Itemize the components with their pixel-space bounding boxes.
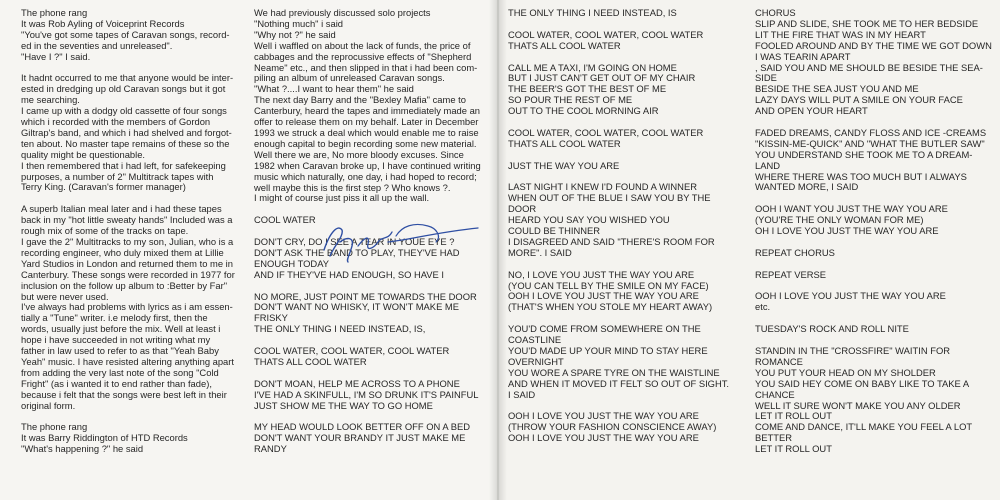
text-line: "KISSIN-ME-QUICK" AND "WHAT THE BUTLER SAW" (755, 137, 985, 149)
text-line: STANDIN IN THE "CROSSFIRE" WAITIN FOR (755, 344, 951, 356)
text-line: but were never used. (21, 290, 109, 302)
text-line: OOH I LOVE YOU JUST THE WAY YOU ARE (508, 410, 699, 422)
text-line: cabbages and the reprocussive effects of "Shepherd (254, 50, 472, 62)
text-line: hope i have succeeded in not writing what my (21, 334, 211, 346)
text-line: MORE". I SAID (508, 246, 572, 258)
text-line: DON'T CRY, DO I SEE A TEAR IN YOUE EYE ? (254, 236, 455, 247)
text-line: (YOU'RE THE ONLY WOMAN FOR ME) (755, 214, 924, 226)
text-paragraph (254, 379, 490, 412)
text-line: Yeah" music. I have resisted altering anything apart (21, 355, 235, 367)
text-line: COOL WATER, COOL WATER, COOL WATER (508, 126, 704, 138)
text-line: (THROW YOUR FASHION CONSCIENCE AWAY) (508, 421, 717, 433)
text-paragraph (755, 204, 995, 237)
signature-stroke (324, 228, 352, 262)
text-line: (THAT'S WHEN YOU STOLE MY HEART AWAY) (508, 301, 713, 313)
text-line: I gave the 2" Multitracks to my son, Julian, who is a (21, 236, 234, 247)
text-line: I DISAGREED AND SAID "THERE'S ROOM FOR (508, 235, 715, 247)
text-line: which i recorded with the members of Gordon (21, 116, 211, 128)
text-line: father in law used to refer to as that "Yeah Baby (21, 345, 219, 357)
text-line: COOL WATER (254, 214, 316, 226)
text-line: offer to release them on my behalf. Later in December (254, 116, 479, 128)
text-paragraph (508, 128, 746, 150)
text-paragraph (508, 411, 746, 444)
text-line: HEARD YOU SAY YOU WISHED YOU (508, 214, 670, 226)
text-line: THATS ALL COOL WATER (508, 137, 621, 149)
text-line: OH I LOVE YOU JUST THE WAY YOU ARE (755, 225, 939, 237)
text-line: ed in the seventies and unreleased". (21, 39, 173, 51)
text-line: COME AND DANCE, IT'LL MAKE YOU FEEL A LOT (755, 421, 973, 433)
text-paragraph (755, 291, 995, 313)
text-line: THATS ALL COOL WATER (508, 39, 621, 51)
text-line: WHEN OUT OF THE BLUE I SAW YOU BY THE (508, 192, 711, 204)
text-line: OOH I LOVE YOU JUST THE WAY YOU ARE (508, 290, 699, 302)
text-line: YOU UNDERSTAND SHE TOOK ME TO A DREAM- (755, 148, 973, 160)
text-line: WHERE THERE WAS TOO MUCH BUT I ALWAYS (755, 170, 967, 182)
text-paragraph (755, 270, 995, 281)
text-line: OUT TO THE COOL MORNING AIR (508, 105, 659, 117)
text-line: It was Rob Ayling of Voiceprint Records (21, 17, 185, 29)
text-paragraph (254, 8, 490, 204)
text-line: rough mix of some of the tracks on tape. (21, 225, 189, 237)
text-line: Canterbury, heard the tapes and immediately made an (254, 105, 480, 117)
text-line: ROMANCE (755, 355, 803, 367)
text-line: DON'T MOAN, HELP ME ACROSS TO A PHONE (254, 377, 460, 389)
text-line: LIT THE FIRE THAT WAS IN MY HEART (755, 28, 926, 40)
text-line: LAND (755, 159, 781, 171)
text-line: MY HEAD WOULD LOOK BETTER OFF ON A BED (254, 421, 471, 433)
text-paragraph (254, 292, 490, 336)
text-line: from adding the very last note of the song "Cold (21, 366, 219, 378)
text-line: OOH I LOVE YOU JUST THE WAY YOU ARE (508, 432, 699, 444)
text-line: music which naturally, one day, i had hoped to record; (254, 170, 477, 182)
text-line: well maybe this is the first step ? Who knows ?. (254, 181, 451, 193)
book-spine-fold (489, 0, 507, 500)
text-line: LET IT ROLL OUT (755, 410, 832, 422)
text-paragraph (21, 204, 259, 411)
text-line: ested in dredging up old Caravan songs but it got (21, 83, 226, 95)
text-line: "Nothing much" i said (254, 17, 343, 29)
text-line: WELL IT SURE WON'T MAKE YOU ANY OLDER (755, 399, 961, 411)
text-line: quality might be questionable. (21, 148, 146, 160)
text-line: back in my "hot little sweaty hands" Included was a (21, 214, 233, 226)
text-line: THE BEER'S GOT THE BEST OF ME (508, 83, 667, 95)
text-paragraph (755, 324, 995, 335)
text-line: "What ?....I want to hear them" he said (254, 83, 414, 95)
text-line: TUESDAY'S ROCK AND ROLL NITE (755, 323, 909, 335)
text-line: I came up with a dodgy old cassette of four songs (21, 105, 227, 117)
text-line: I WAS TEARIN APART (755, 50, 851, 62)
text-line: "You've got some tapes of Caravan songs, record- (21, 28, 230, 40)
text-line: YOU SAID HEY COME ON BABY LIKE TO TAKE A (755, 377, 970, 389)
text-paragraph (508, 30, 746, 52)
text-line: BETTER (755, 432, 792, 444)
text-line: "Have I ?" I said. (21, 50, 91, 62)
text-line: DON'T WANT NO WHISKY, IT WON'T MAKE ME (254, 301, 459, 313)
text-line: It hadnt occurred to me that anyone would be inter- (21, 72, 234, 84)
text-line: THATS ALL COOL WATER (254, 355, 367, 367)
column-4 (755, 8, 995, 466)
text-line: Terry King. (Caravan's former manager) (21, 181, 186, 193)
text-line: NO, I LOVE YOU JUST THE WAY YOU ARE (508, 268, 695, 280)
text-line: WANTED MORE, I SAID (755, 181, 859, 193)
text-line: Well i waffled on about the lack of funds, the price of (254, 39, 471, 51)
text-paragraph (254, 422, 490, 455)
text-line: COULD BE THINNER (508, 225, 601, 237)
text-line: I then remembered that i had left, for safekeeping (21, 159, 226, 171)
text-line: RANDY (254, 443, 287, 455)
text-line: OOH I WANT YOU JUST THE WAY YOU ARE (755, 203, 948, 215)
text-line: DON'T WANT YOUR BRANDY IT JUST MAKE ME (254, 432, 466, 444)
text-line: piling an album of unreleased Caravan songs. (254, 72, 445, 84)
text-line: Fright" (as i wanted it to end rather than fade), (21, 377, 212, 389)
text-paragraph (755, 346, 995, 455)
text-line: DOOR (508, 203, 537, 215)
text-line: CHANCE (755, 388, 795, 400)
text-line: YOU'D COME FROM SOMEWHERE ON THE (508, 323, 701, 335)
text-line: AND WHEN IT MOVED IT FELT SO OUT OF SIGHT. (508, 377, 730, 389)
text-paragraph (21, 8, 259, 63)
text-line: I might of course just piss it all up the wall. (254, 192, 430, 204)
text-paragraph (755, 128, 995, 193)
text-line: LAZY DAYS WILL PUT A SMILE ON YOUR FACE (755, 94, 963, 106)
text-line: recording engineer, who duly mixed them at Lillie (21, 246, 224, 258)
text-paragraph (254, 346, 490, 368)
text-line: THE ONLY THING I NEED INSTEAD, IS (508, 7, 677, 18)
text-line: I SAID (508, 388, 536, 400)
text-line: I'VE HAD A SKINFULL, I'M SO DRUNK IT'S PAINFUL (254, 388, 479, 400)
text-line: COOL WATER, COOL WATER, COOL WATER (508, 28, 704, 40)
text-line: LET IT ROLL OUT (755, 443, 832, 455)
text-paragraph (755, 248, 995, 259)
text-line: "Why not ?" he said (254, 28, 336, 40)
text-line: enough capital to begin recording some new material. (254, 137, 477, 149)
text-paragraph (508, 161, 746, 172)
text-line: Yard Studios in London and returned them to me in (21, 257, 233, 269)
text-line: FRISKY (254, 312, 288, 324)
text-line: OOH I LOVE YOU JUST THE WAY YOU ARE (755, 290, 946, 302)
signature-stroke (358, 228, 478, 248)
text-line: YOU WORE A SPARE TYRE ON THE WAISTLINE (508, 366, 720, 378)
text-line: BUT I JUST CAN'T GET OUT OF MY CHAIR (508, 72, 696, 84)
text-line: tially a "Tune" writer. i.e melody first, then the (21, 312, 208, 324)
text-line: Canterbury. These songs were recorded in 1977 for (21, 268, 235, 280)
text-line: AND IF THEY'VE HAD ENOUGH, SO HAVE I (254, 268, 445, 280)
text-line: Neame" etc., and then slipped in that i had been com- (254, 61, 478, 73)
text-line: "What's happening ?" he said (21, 443, 144, 455)
text-line: The phone rang (21, 7, 88, 18)
text-line: words, usually just before the mix. Well at least i (21, 323, 221, 335)
text-line: (YOU CAN TELL BY THE SMILE ON MY FACE) (508, 279, 709, 291)
text-line: 1993 we struck a deal which would enable me to raise (254, 126, 479, 138)
text-line: CHORUS (755, 7, 796, 18)
text-line: Well there we are, No more bloody excuses. Since (254, 148, 464, 160)
text-line: because i felt that the songs were best left in their (21, 388, 227, 400)
text-line: YOU PUT YOUR HEAD ON MY SHOLDER (755, 366, 936, 378)
text-line: original form. (21, 399, 76, 411)
text-line: A superb Italian meal later and i had these tapes (21, 203, 222, 215)
text-paragraph (508, 63, 746, 118)
text-paragraph (755, 8, 995, 117)
column-1 (21, 8, 259, 466)
handwritten-signature (318, 212, 486, 264)
right-page (497, 0, 1000, 500)
text-line: FADED DREAMS, CANDY FLOSS AND ICE -CREAMS (755, 126, 987, 138)
text-paragraph (21, 73, 259, 193)
text-line: JUST THE WAY YOU ARE (508, 159, 620, 171)
text-line: 1982 when Caravan broke up, I have continued writing (254, 159, 481, 171)
text-line: REPEAT CHORUS (755, 246, 835, 258)
text-paragraph (508, 270, 746, 314)
text-line: Giltrap's band, and which i had shelved and forgot- (21, 126, 232, 138)
text-line: I've always had problems with lyrics as i am essen- (21, 301, 233, 313)
text-paragraph (21, 422, 259, 455)
text-line: DON'T ASK THE BAND TO PLAY, THEY'VE HAD (254, 246, 460, 258)
text-line: FOOLED AROUND AND BY THE TIME WE GOT DOWN (755, 39, 992, 51)
text-line: ENOUGH TODAY (254, 257, 330, 269)
text-line: The next day Barry and the "Bexley Mafia" came to (254, 94, 466, 106)
text-line: BESIDE THE SEA JUST YOU AND ME (755, 83, 919, 95)
text-line: JUST SHOW ME THE WAY TO GO HOME (254, 399, 433, 411)
text-line: COASTLINE (508, 334, 562, 346)
text-paragraph (508, 324, 746, 400)
text-line: purposes, a number of 2" Multitrack tapes with (21, 170, 214, 182)
text-line: AND OPEN YOUR HEART (755, 105, 868, 117)
text-line: OVERNIGHT (508, 355, 564, 367)
text-line: It was Barry Riddington of HTD Records (21, 432, 188, 444)
text-line: The phone rang (21, 421, 88, 433)
text-line: COOL WATER, COOL WATER, COOL WATER (254, 345, 450, 357)
text-line: me searching. (21, 94, 80, 106)
text-line: We had previously discussed solo projects (254, 7, 431, 18)
text-line: YOU'D MADE UP YOUR MIND TO STAY HERE (508, 344, 708, 356)
text-line: inclusion on the follow up album to :Better by Far" (21, 279, 228, 291)
text-line: etc. (755, 301, 771, 313)
text-line: LAST NIGHT I KNEW I'D FOUND A WINNER (508, 181, 697, 193)
text-line: SIDE (755, 72, 777, 84)
text-line: NO MORE, JUST POINT ME TOWARDS THE DOOR (254, 290, 477, 302)
text-paragraph (508, 182, 746, 258)
text-line: CALL ME A TAXI, I'M GOING ON HOME (508, 61, 677, 73)
text-paragraph (508, 8, 746, 19)
left-page (0, 0, 497, 500)
text-line: SLIP AND SLIDE, SHE TOOK ME TO HER BEDSIDE (755, 17, 979, 29)
text-line: THE ONLY THING I NEED INSTEAD, IS, (254, 323, 426, 335)
text-line: , SAID YOU AND ME SHOULD BE BESIDE THE SEA- (755, 61, 983, 73)
column-3 (508, 8, 746, 455)
text-line: SO POUR THE REST OF ME (508, 94, 633, 106)
text-line: ten about. No master tape remains of these so the (21, 137, 230, 149)
text-line: REPEAT VERSE (755, 268, 827, 280)
